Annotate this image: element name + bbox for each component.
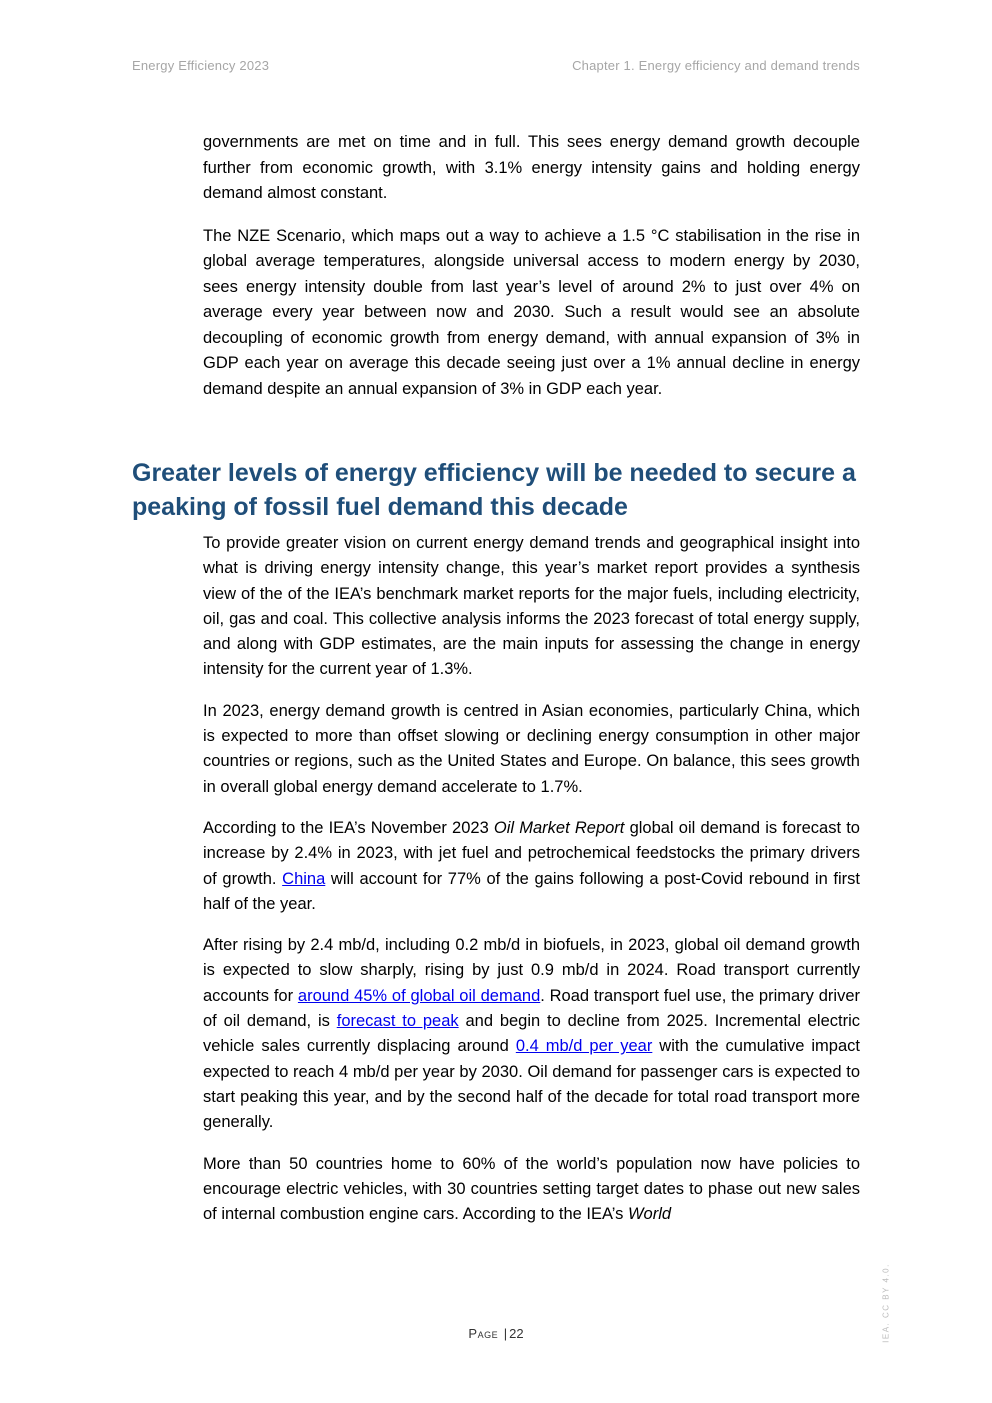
license-note: IEA. CC BY 4.0. (881, 1263, 891, 1343)
link-ev-displacement[interactable]: 0.4 mb/d per year (515, 1037, 653, 1056)
paragraph-oil-market-report (203, 816, 860, 917)
link-forecast-to-peak[interactable]: forecast to peak (336, 1012, 459, 1031)
text-run: will account for 77% of the gains following a post-Covid rebound in first half of the year. (203, 869, 860, 913)
paragraph-ev-policies (203, 1152, 860, 1228)
link-global-oil-demand-share[interactable]: around 45% of global oil demand (297, 986, 541, 1005)
text-run: and begin to decline from 2025. Incremental electric vehicle sales currently displacing around (203, 1012, 861, 1056)
paragraph-stated-policies-continuation: governments are met on time and in full. This sees energy demand growth decouple further from economic growth, with 3.1% energy intensity gains and holding energy demand almost constant. (203, 133, 860, 202)
body-text-upper (203, 130, 860, 402)
paragraph-market-report-synthesis: To provide greater vision on current energy demand trends and geographical insight into what is driving energy intensity change, this year’s market report provides a synthesis view of the of the IEA’s benchmark market reports for the major fuels, including electricity, oil, gas and coal. This collective analysis informs the 2023 forecast of total energy supply, and along with GDP estimates, are the main inputs for assessing the change in energy intensity for the current year of 1.3%. (203, 534, 860, 679)
header-chapter-title: Chapter 1. Energy efficiency and demand trends (572, 58, 860, 73)
text-run: More than 50 countries home to 60% of the world’s population now have policies to encourage electric vehicles, with 30 countries setting target dates to phase out new sales of internal combustion engine cars. According to the IEA’s (203, 1154, 860, 1224)
paragraph-road-transport-oil (203, 933, 860, 1135)
text-run: After rising by 2.4 mb/d, including 0.2 mb/d in biofuels, in 2023, global oil demand growth is expected to slow sharply, rising by just 0.9 mb/d in 2024. Road transport currently accounts for (203, 936, 860, 1005)
world-report-title-start: World (627, 1205, 672, 1224)
text-run: . Road transport fuel use, the primary driver of oil demand, is (203, 986, 860, 1031)
text-run: with the cumulative impact expected to reach 4 mb/d per year by 2030. Oil demand for passenger cars is expected to start peaking this year, and by the second half of the decade for total road transport more generally. (203, 1037, 860, 1132)
body-text-lower (203, 531, 860, 1243)
section-heading: Greater levels of energy efficiency will be needed to secure a peaking of fossil fuel demand this decade (132, 459, 856, 521)
page-separator: | (503, 1326, 508, 1341)
header-report-title: Energy Efficiency 2023 (132, 58, 270, 73)
link-china[interactable]: China (282, 869, 326, 888)
page-number: 22 (509, 1326, 524, 1341)
text-run: According to the IEA’s November 2023 (203, 818, 494, 837)
text-run: global oil demand is forecast to increase by 2.4% in 2023, with jet fuel and petrochemical feedstocks the primary drivers of growth. (203, 818, 860, 888)
paragraph-asia-demand-growth: In 2023, energy demand growth is centred in Asian economies, particularly China, which is expected to more than offset slowing or declining energy consumption in other major countries or regions, such as the United States and Europe. On balance, this sees growth in overall global energy demand accelerate to 1.7%. (203, 701, 860, 796)
page-footer (0, 1326, 992, 1341)
paragraph-nze-scenario: The NZE Scenario, which maps out a way to achieve a 1.5 °C stabilisation in the rise in global average temperatures, alongside universal access to modern energy by 2030, sees energy intensity double from last year’s level of around 2% to just over 4% on average every year between now and 2030. Such a result would see an absolute decoupling of economic growth from energy demand, with annual expansion of 3% in GDP each year on average this decade seeing just over a 1% annual decline in energy demand despite an annual expansion of 3% in GDP each year. (203, 226, 860, 398)
oil-market-report-title: Oil Market Report (493, 818, 625, 837)
page-label: Page (468, 1326, 499, 1341)
